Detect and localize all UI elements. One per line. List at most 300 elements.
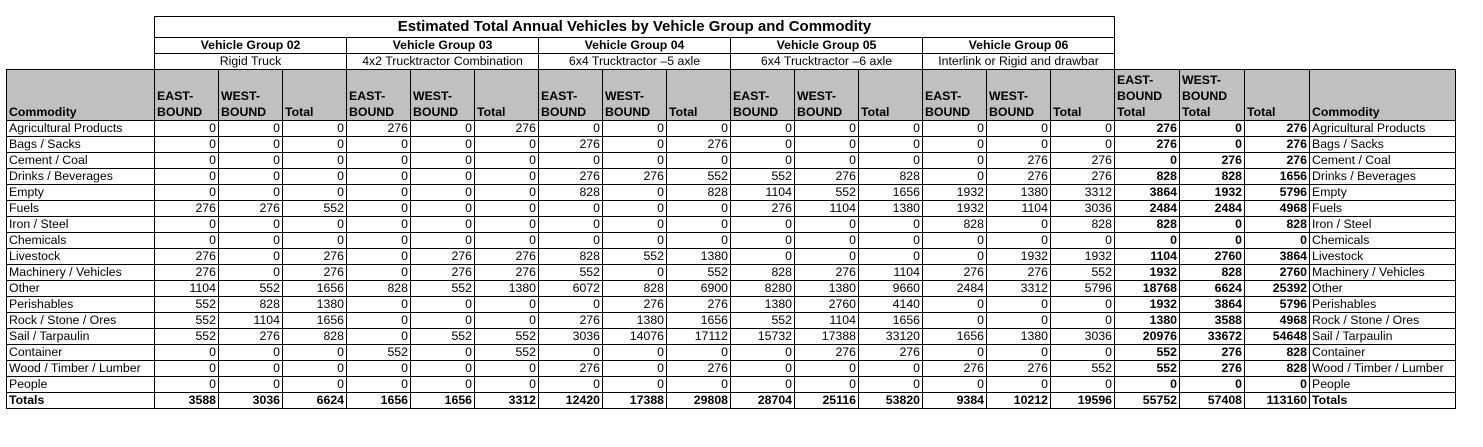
value-cell: 0 [219,377,283,393]
value-cell: 276 [475,121,539,137]
value-cell: 3312 [987,281,1051,297]
value-cell: 0 [667,233,731,249]
value-cell: 0 [987,345,1051,361]
value-cell: 1932 [1115,297,1180,313]
value-cell: 276 [795,265,859,281]
value-cell: 0 [603,233,667,249]
value-cell: 552 [1115,345,1180,361]
value-cell: 0 [667,345,731,361]
value-cell: 1380 [667,249,731,265]
commodity-label: Cement / Coal [7,153,155,169]
commodity-label-right: Iron / Steel [1310,217,1456,233]
blank-cell [7,38,155,54]
header-westbound: WEST-BOUND [219,70,283,121]
value-cell: 54648 [1245,329,1310,345]
value-cell: 15732 [731,329,795,345]
value-cell: 276 [603,297,667,313]
value-cell: 276 [731,201,795,217]
value-cell: 276 [539,169,603,185]
value-cell: 0 [731,217,795,233]
value-cell: 0 [283,121,347,137]
vehicle-group-description: Rigid Truck [155,54,347,70]
value-cell: 0 [987,233,1051,249]
header-total: Total [667,70,731,121]
value-cell: 0 [731,233,795,249]
value-cell: 0 [603,217,667,233]
commodity-label: Wood / Timber / Lumber [7,361,155,377]
value-cell: 276 [987,265,1051,281]
value-cell: 0 [475,297,539,313]
value-cell: 28704 [731,393,795,409]
table-row [7,185,1456,201]
value-cell: 0 [219,121,283,137]
value-cell: 0 [475,169,539,185]
commodity-label-right: Perishables [1310,297,1456,313]
value-cell: 828 [539,185,603,201]
value-cell: 0 [731,361,795,377]
blank-cell [1115,54,1456,70]
value-cell: 1380 [603,313,667,329]
value-cell: 1932 [923,185,987,201]
value-cell: 1104 [795,313,859,329]
commodity-label-right: Fuels [1310,201,1456,217]
value-cell: 2484 [923,281,987,297]
value-cell: 0 [411,313,475,329]
value-cell: 552 [475,345,539,361]
value-cell: 276 [539,361,603,377]
value-cell: 0 [795,249,859,265]
value-cell: 0 [155,217,219,233]
value-cell: 0 [283,217,347,233]
value-cell: 0 [923,153,987,169]
value-cell: 1656 [923,329,987,345]
value-cell: 0 [603,201,667,217]
value-cell: 10212 [987,393,1051,409]
value-cell: 276 [155,201,219,217]
value-cell: 552 [411,281,475,297]
value-cell: 1104 [859,265,923,281]
value-cell: 0 [1051,121,1115,137]
value-cell: 0 [411,185,475,201]
value-cell: 0 [155,169,219,185]
value-cell: 25392 [1245,281,1310,297]
value-cell: 0 [731,153,795,169]
header-westbound: WEST-BOUND [987,70,1051,121]
value-cell: 14076 [603,329,667,345]
commodity-label: Fuels [7,201,155,217]
value-cell: 0 [475,313,539,329]
value-cell: 3036 [1051,201,1115,217]
commodity-label: Drinks / Beverages [7,169,155,185]
value-cell: 6900 [667,281,731,297]
header-grand-total: Total [1245,70,1310,121]
vehicle-group-name: Vehicle Group 05 [731,38,923,54]
value-cell: 17388 [603,393,667,409]
value-cell: 0 [219,137,283,153]
commodity-label-right: Bags / Sacks [1310,137,1456,153]
table-row [7,313,1456,329]
value-cell: 0 [155,185,219,201]
value-cell: 552 [667,265,731,281]
value-cell: 0 [283,169,347,185]
value-cell: 1656 [1245,169,1310,185]
table-row [7,201,1456,217]
value-cell: 0 [219,345,283,361]
vehicle-group-name: Vehicle Group 03 [347,38,539,54]
header-westbound: WEST-BOUND [411,70,475,121]
value-cell: 0 [859,377,923,393]
value-cell: 33672 [1180,329,1245,345]
value-cell: 6624 [1180,281,1245,297]
value-cell: 0 [283,345,347,361]
header-total: Total [283,70,347,121]
header-commodity: Commodity [7,70,155,121]
value-cell: 0 [411,137,475,153]
value-cell: 276 [987,153,1051,169]
value-cell: 5796 [1051,281,1115,297]
value-cell: 18768 [1115,281,1180,297]
value-cell: 0 [475,377,539,393]
value-cell: 3864 [1245,249,1310,265]
commodity-label-right: Empty [1310,185,1456,201]
value-cell: 0 [283,377,347,393]
commodity-label: Bags / Sacks [7,137,155,153]
value-cell: 552 [731,313,795,329]
value-cell: 276 [155,249,219,265]
value-cell: 552 [475,329,539,345]
value-cell: 8280 [731,281,795,297]
value-cell: 0 [923,121,987,137]
value-cell: 552 [219,281,283,297]
value-cell: 0 [795,217,859,233]
value-cell: 0 [923,169,987,185]
value-cell: 276 [539,137,603,153]
value-cell: 0 [1115,377,1180,393]
value-cell: 0 [1180,377,1245,393]
value-cell: 828 [923,217,987,233]
value-cell: 4140 [859,297,923,313]
value-cell: 0 [475,233,539,249]
value-cell: 0 [1180,233,1245,249]
value-cell: 1932 [1115,265,1180,281]
value-cell: 0 [347,169,411,185]
value-cell: 1380 [859,201,923,217]
value-cell: 0 [603,361,667,377]
value-cell: 276 [411,249,475,265]
value-cell: 0 [219,153,283,169]
table-row [7,377,1456,393]
value-cell: 276 [1245,137,1310,153]
table-row [7,249,1456,265]
header-westbound-total: WEST-BOUND Total [1180,70,1245,121]
value-cell: 0 [731,121,795,137]
value-cell: 33120 [859,329,923,345]
value-cell: 2760 [1180,249,1245,265]
commodity-label: Livestock [7,249,155,265]
commodity-label: Agricultural Products [7,121,155,137]
value-cell: 0 [219,217,283,233]
value-cell: 6624 [283,393,347,409]
commodity-label: People [7,377,155,393]
value-cell: 0 [155,345,219,361]
value-cell: 113160 [1245,393,1310,409]
value-cell: 3588 [1180,313,1245,329]
table-row [7,297,1456,313]
value-cell: 828 [1245,361,1310,377]
value-cell: 828 [603,281,667,297]
table-row [7,137,1456,153]
value-cell: 0 [155,377,219,393]
value-cell: 0 [539,377,603,393]
value-cell: 0 [859,121,923,137]
value-cell: 1380 [1115,313,1180,329]
totals-row [7,393,1456,409]
value-cell: 0 [987,377,1051,393]
blank-cell [1115,38,1456,54]
value-cell: 0 [155,233,219,249]
value-cell: 552 [283,201,347,217]
value-cell: 1932 [1051,249,1115,265]
value-cell: 0 [475,137,539,153]
value-cell: 276 [475,249,539,265]
value-cell: 0 [347,153,411,169]
value-cell: 3588 [155,393,219,409]
value-cell: 1656 [283,313,347,329]
value-cell: 0 [1180,217,1245,233]
commodity-label-right: Cement / Coal [1310,153,1456,169]
value-cell: 276 [923,265,987,281]
value-cell: 552 [539,265,603,281]
value-cell: 0 [155,153,219,169]
value-cell: 17388 [795,329,859,345]
value-cell: 4968 [1245,201,1310,217]
vehicle-group-description: 6x4 Trucktractor –6 axle [731,54,923,70]
value-cell: 3036 [1051,329,1115,345]
value-cell: 0 [1180,137,1245,153]
value-cell: 276 [603,169,667,185]
value-cell: 0 [411,121,475,137]
value-cell: 1656 [859,185,923,201]
header-westbound: WEST-BOUND [795,70,859,121]
value-cell: 276 [475,265,539,281]
value-cell: 1104 [987,201,1051,217]
value-cell: 9660 [859,281,923,297]
value-cell: 0 [411,297,475,313]
value-cell: 276 [1115,121,1180,137]
value-cell: 828 [347,281,411,297]
value-cell: 0 [347,201,411,217]
value-cell: 276 [219,201,283,217]
value-cell: 1932 [1180,185,1245,201]
commodity-label: Container [7,345,155,361]
value-cell: 0 [283,233,347,249]
value-cell: 828 [1180,169,1245,185]
value-cell: 828 [1051,217,1115,233]
table-row [7,265,1456,281]
value-cell: 0 [1115,153,1180,169]
commodity-label-right: Other [1310,281,1456,297]
commodity-label: Rock / Stone / Ores [7,313,155,329]
value-cell: 828 [1245,217,1310,233]
value-cell: 0 [283,185,347,201]
value-cell: 0 [347,297,411,313]
value-cell: 276 [219,329,283,345]
value-cell: 0 [411,377,475,393]
header-total: Total [1051,70,1115,121]
commodity-label-right: Chemicals [1310,233,1456,249]
value-cell: 0 [411,233,475,249]
value-cell: 828 [1245,345,1310,361]
value-cell: 0 [987,297,1051,313]
value-cell: 276 [859,345,923,361]
value-cell: 828 [731,265,795,281]
value-cell: 3312 [475,393,539,409]
value-cell: 0 [1051,313,1115,329]
vehicle-group-name: Vehicle Group 06 [923,38,1115,54]
value-cell: 12420 [539,393,603,409]
value-cell: 20976 [1115,329,1180,345]
value-cell: 0 [1051,233,1115,249]
value-cell: 0 [667,201,731,217]
value-cell: 0 [731,345,795,361]
value-cell: 1932 [923,201,987,217]
value-cell: 0 [667,153,731,169]
vehicle-group-description: 4x2 Trucktractor Combination [347,54,539,70]
value-cell: 828 [1115,217,1180,233]
value-cell: 552 [411,329,475,345]
value-cell: 19596 [1051,393,1115,409]
value-cell: 0 [1051,297,1115,313]
commodity-label: Perishables [7,297,155,313]
value-cell: 0 [219,169,283,185]
blank-cell [1115,17,1456,38]
value-cell: 0 [603,137,667,153]
value-cell: 552 [731,169,795,185]
value-cell: 0 [347,329,411,345]
value-cell: 0 [155,361,219,377]
value-cell: 552 [155,313,219,329]
header-commodity-right: Commodity [1310,70,1456,121]
value-cell: 0 [859,217,923,233]
value-cell: 0 [539,201,603,217]
value-cell: 0 [283,361,347,377]
value-cell: 3036 [219,393,283,409]
value-cell: 53820 [859,393,923,409]
commodity-label-right: Totals [1310,393,1456,409]
value-cell: 0 [411,345,475,361]
value-cell: 276 [283,265,347,281]
vehicle-group-name: Vehicle Group 04 [539,38,731,54]
commodity-label-right: Sail / Tarpaulin [1310,329,1456,345]
value-cell: 57408 [1180,393,1245,409]
value-cell: 552 [667,169,731,185]
value-cell: 276 [283,249,347,265]
value-cell: 0 [475,185,539,201]
value-cell: 0 [539,153,603,169]
value-cell: 0 [795,121,859,137]
value-cell: 828 [539,249,603,265]
vehicle-group-name: Vehicle Group 02 [155,38,347,54]
value-cell: 0 [923,137,987,153]
blank-cell [7,54,155,70]
value-cell: 276 [1051,169,1115,185]
value-cell: 0 [475,153,539,169]
value-cell: 0 [731,137,795,153]
value-cell: 0 [923,249,987,265]
commodity-label-right: Machinery / Vehicles [1310,265,1456,281]
value-cell: 276 [1245,121,1310,137]
value-cell: 0 [347,249,411,265]
value-cell: 1380 [795,281,859,297]
value-cell: 0 [219,361,283,377]
value-cell: 5796 [1245,185,1310,201]
value-cell: 1656 [859,313,923,329]
vehicle-group-description: Interlink or Rigid and drawbar [923,54,1115,70]
value-cell: 25116 [795,393,859,409]
value-cell: 0 [859,137,923,153]
value-cell: 0 [1051,377,1115,393]
value-cell: 3864 [1115,185,1180,201]
value-cell: 2484 [1180,201,1245,217]
value-cell: 276 [795,345,859,361]
commodity-label-right: Container [1310,345,1456,361]
value-cell: 552 [347,345,411,361]
value-cell: 0 [155,137,219,153]
value-cell: 0 [347,233,411,249]
value-cell: 0 [219,233,283,249]
value-cell: 552 [603,249,667,265]
value-cell: 276 [987,169,1051,185]
commodity-label-right: Wood / Timber / Lumber [1310,361,1456,377]
value-cell: 1656 [347,393,411,409]
value-cell: 0 [1051,345,1115,361]
value-cell: 276 [667,361,731,377]
value-cell: 2484 [1115,201,1180,217]
value-cell: 2760 [1245,265,1310,281]
commodity-label-right: Agricultural Products [1310,121,1456,137]
value-cell: 276 [1180,153,1245,169]
value-cell: 0 [731,249,795,265]
value-cell: 1104 [155,281,219,297]
value-cell: 0 [347,313,411,329]
value-cell: 0 [475,217,539,233]
value-cell: 0 [283,153,347,169]
table-row [7,233,1456,249]
value-cell: 3036 [539,329,603,345]
value-cell: 0 [987,313,1051,329]
value-cell: 828 [667,185,731,201]
value-cell: 3864 [1180,297,1245,313]
value-cell: 1104 [731,185,795,201]
value-cell: 0 [411,217,475,233]
table-row [7,217,1456,233]
blank-cell [7,17,155,38]
table-row [7,153,1456,169]
value-cell: 0 [987,137,1051,153]
value-cell: 0 [667,217,731,233]
value-cell: 29808 [667,393,731,409]
value-cell: 0 [795,153,859,169]
value-cell: 0 [1051,137,1115,153]
value-cell: 0 [1245,377,1310,393]
table-row [7,361,1456,377]
value-cell: 0 [219,185,283,201]
header-total: Total [475,70,539,121]
value-cell: 0 [347,137,411,153]
table-row [7,169,1456,185]
commodity-label: Other [7,281,155,297]
value-cell: 1656 [283,281,347,297]
